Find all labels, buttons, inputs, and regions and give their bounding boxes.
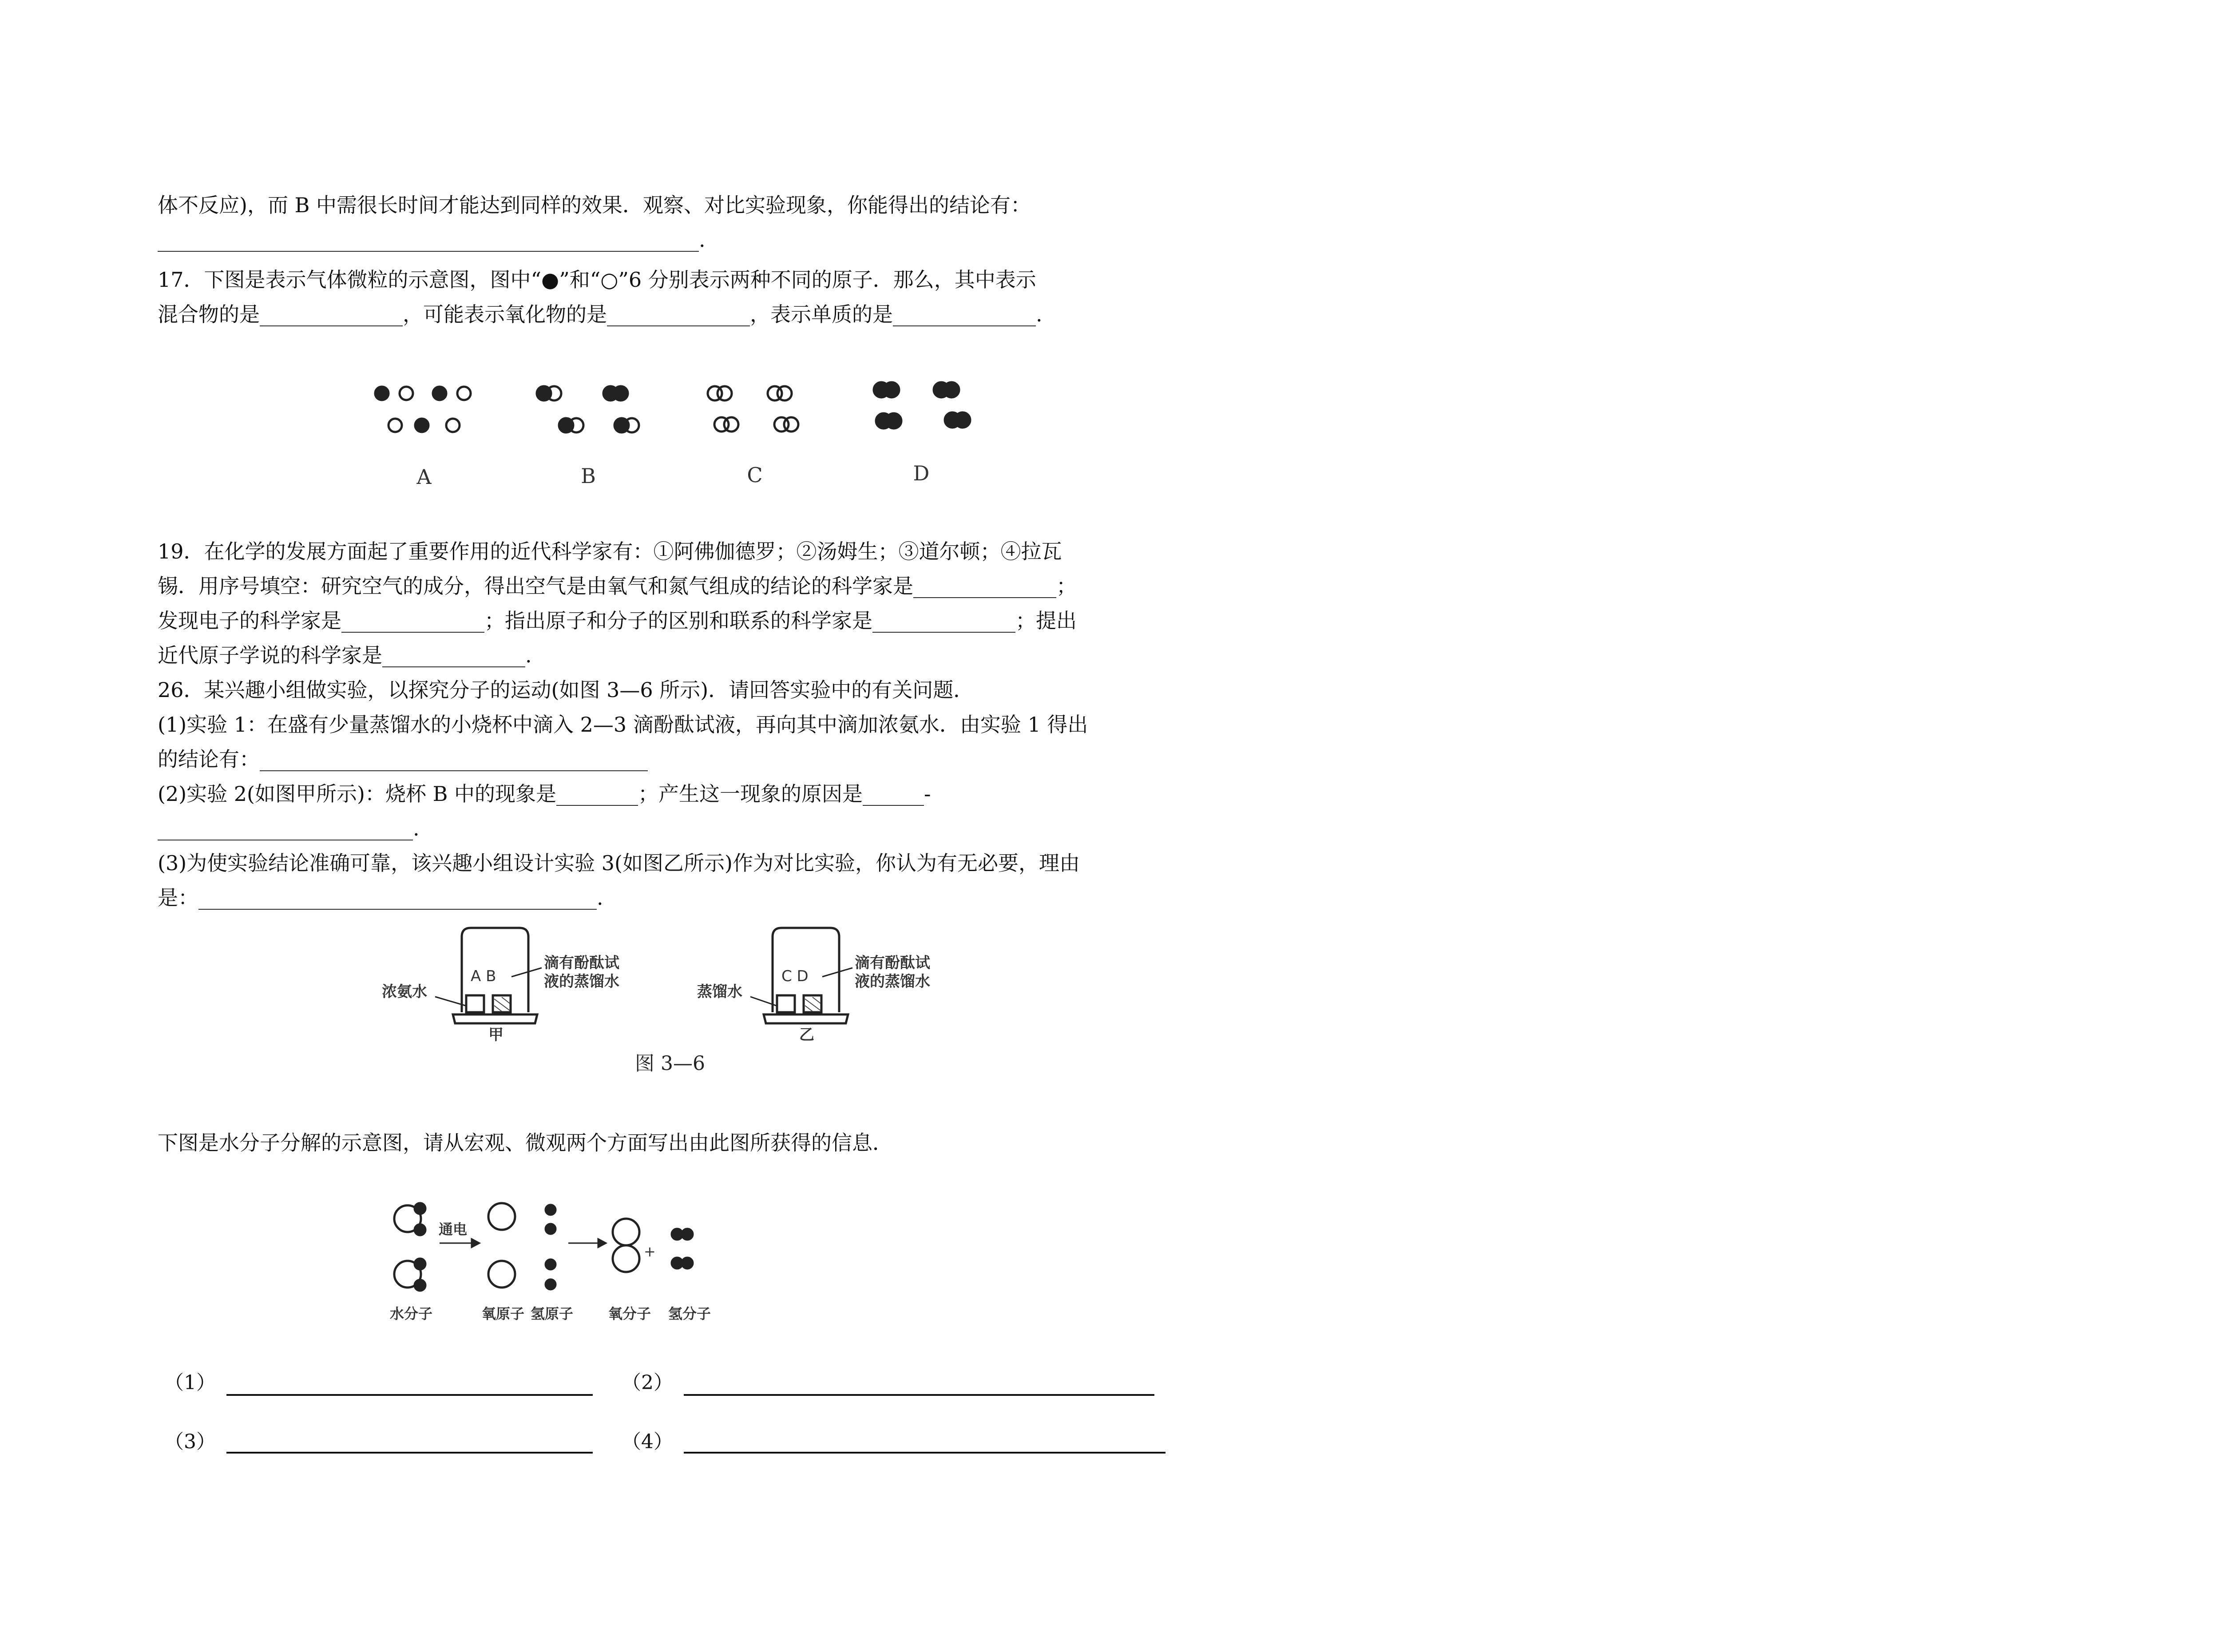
yi-caption: 乙 [799,1026,814,1044]
label-a: A [416,465,432,489]
jia-caption: 甲 [488,1026,503,1044]
oxygen-atom-label: 氧原子 [482,1305,525,1322]
answer-line-3[interactable] [226,1452,593,1454]
hydrogen-molecule-label: 氢分子 [668,1305,711,1322]
text-line: 发现电子的科学家是______________；指出原子和分子的区别和联系的科学家是______________；提出 [158,609,1077,633]
text-line: (2)实验 2(如图甲所示)：烧杯 B 中的现象是________；产生这一现象的原因是______- [158,782,931,806]
yi-cd-label: C D [781,967,809,985]
text-line: _________________________. [158,816,420,840]
question-17: 17．下图是表示气体微粒的示意图，图中“●”和“○”6 分别表示两种不同的原子．那么，其中表示 [158,268,1036,292]
jia-ab-label: A B [471,967,496,985]
water-decomposition-diagram [382,1190,746,1336]
label-b: B [581,464,596,488]
text-line: _____________________________________________________. [158,228,706,252]
answer-line-1[interactable] [226,1394,593,1396]
figure-caption: 图 3—6 [635,1052,705,1075]
yi-right-label-2: 液的蒸馏水 [855,973,930,990]
text-line: 锡．用序号填空：研究空气的成分，得出空气是由氧气和氮气组成的结论的科学家是______________； [158,574,1077,598]
answer-label-2: （2） [622,1371,673,1394]
text-line: 混合物的是______________，可能表示氧化物的是______________，表示单质的是______________. [158,302,1043,326]
text-line: 是：_______________________________________. [158,886,603,910]
yi-left-label: 蒸馏水 [697,983,742,1001]
plus-sign: + [644,1243,656,1260]
answer-label-1: （1） [164,1371,216,1394]
answer-label-3: （3） [164,1430,216,1453]
beaker-experiment-figure [382,923,959,1092]
text-line: 下图是水分子分解的示意图，请从宏观、微观两个方面写出由此图所获得的信息． [158,1131,893,1155]
oxygen-molecule-label: 氧分子 [608,1305,651,1322]
label-d: D [913,461,930,485]
text-line: 近代原子学说的科学家是______________. [158,643,532,667]
hydrogen-atom-label: 氢原子 [531,1305,574,1322]
water-molecule-label: 水分子 [390,1305,433,1322]
label-c: C [747,463,763,487]
text-line: (3)为使实验结论准确可靠，该兴趣小组设计实验 3(如图乙所示)作为对比实验，你认为有无必要，理由 [158,851,1080,875]
text-line: 体不反应)，而 B 中需很长时间才能达到同样的效果．观察、对比实验现象，你能得出的结论有： [158,193,1031,217]
particle-diagram [364,368,1008,497]
text-line: (1)实验 1：在盛有少量蒸馏水的小烧杯中滴入 2—3 滴酚酞试液，再向其中滴加浓氨水．由实验 1 得出 [158,713,1088,737]
jia-right-label-2: 液的蒸馏水 [544,973,619,990]
answer-line-2[interactable] [684,1394,1154,1396]
question-19: 19．在化学的发展方面起了重要作用的近代科学家有：①阿佛伽德罗；②汤姆生；③道尔顿；④拉瓦 [158,539,1062,563]
answer-label-4: （4） [622,1430,673,1453]
yi-right-label-1: 滴有酚酞试 [855,954,930,972]
jia-left-label: 浓氨水 [382,983,427,1001]
arrow-label: 通电 [439,1221,468,1238]
answer-line-4[interactable] [684,1452,1166,1454]
question-26: 26．某兴趣小组做实验，以探究分子的运动(如图 3—6 所示)．请回答实验中的有关问题． [158,678,974,702]
jia-right-label-1: 滴有酚酞试 [544,954,619,972]
text-line: 的结论有：______________________________________ [158,747,648,771]
